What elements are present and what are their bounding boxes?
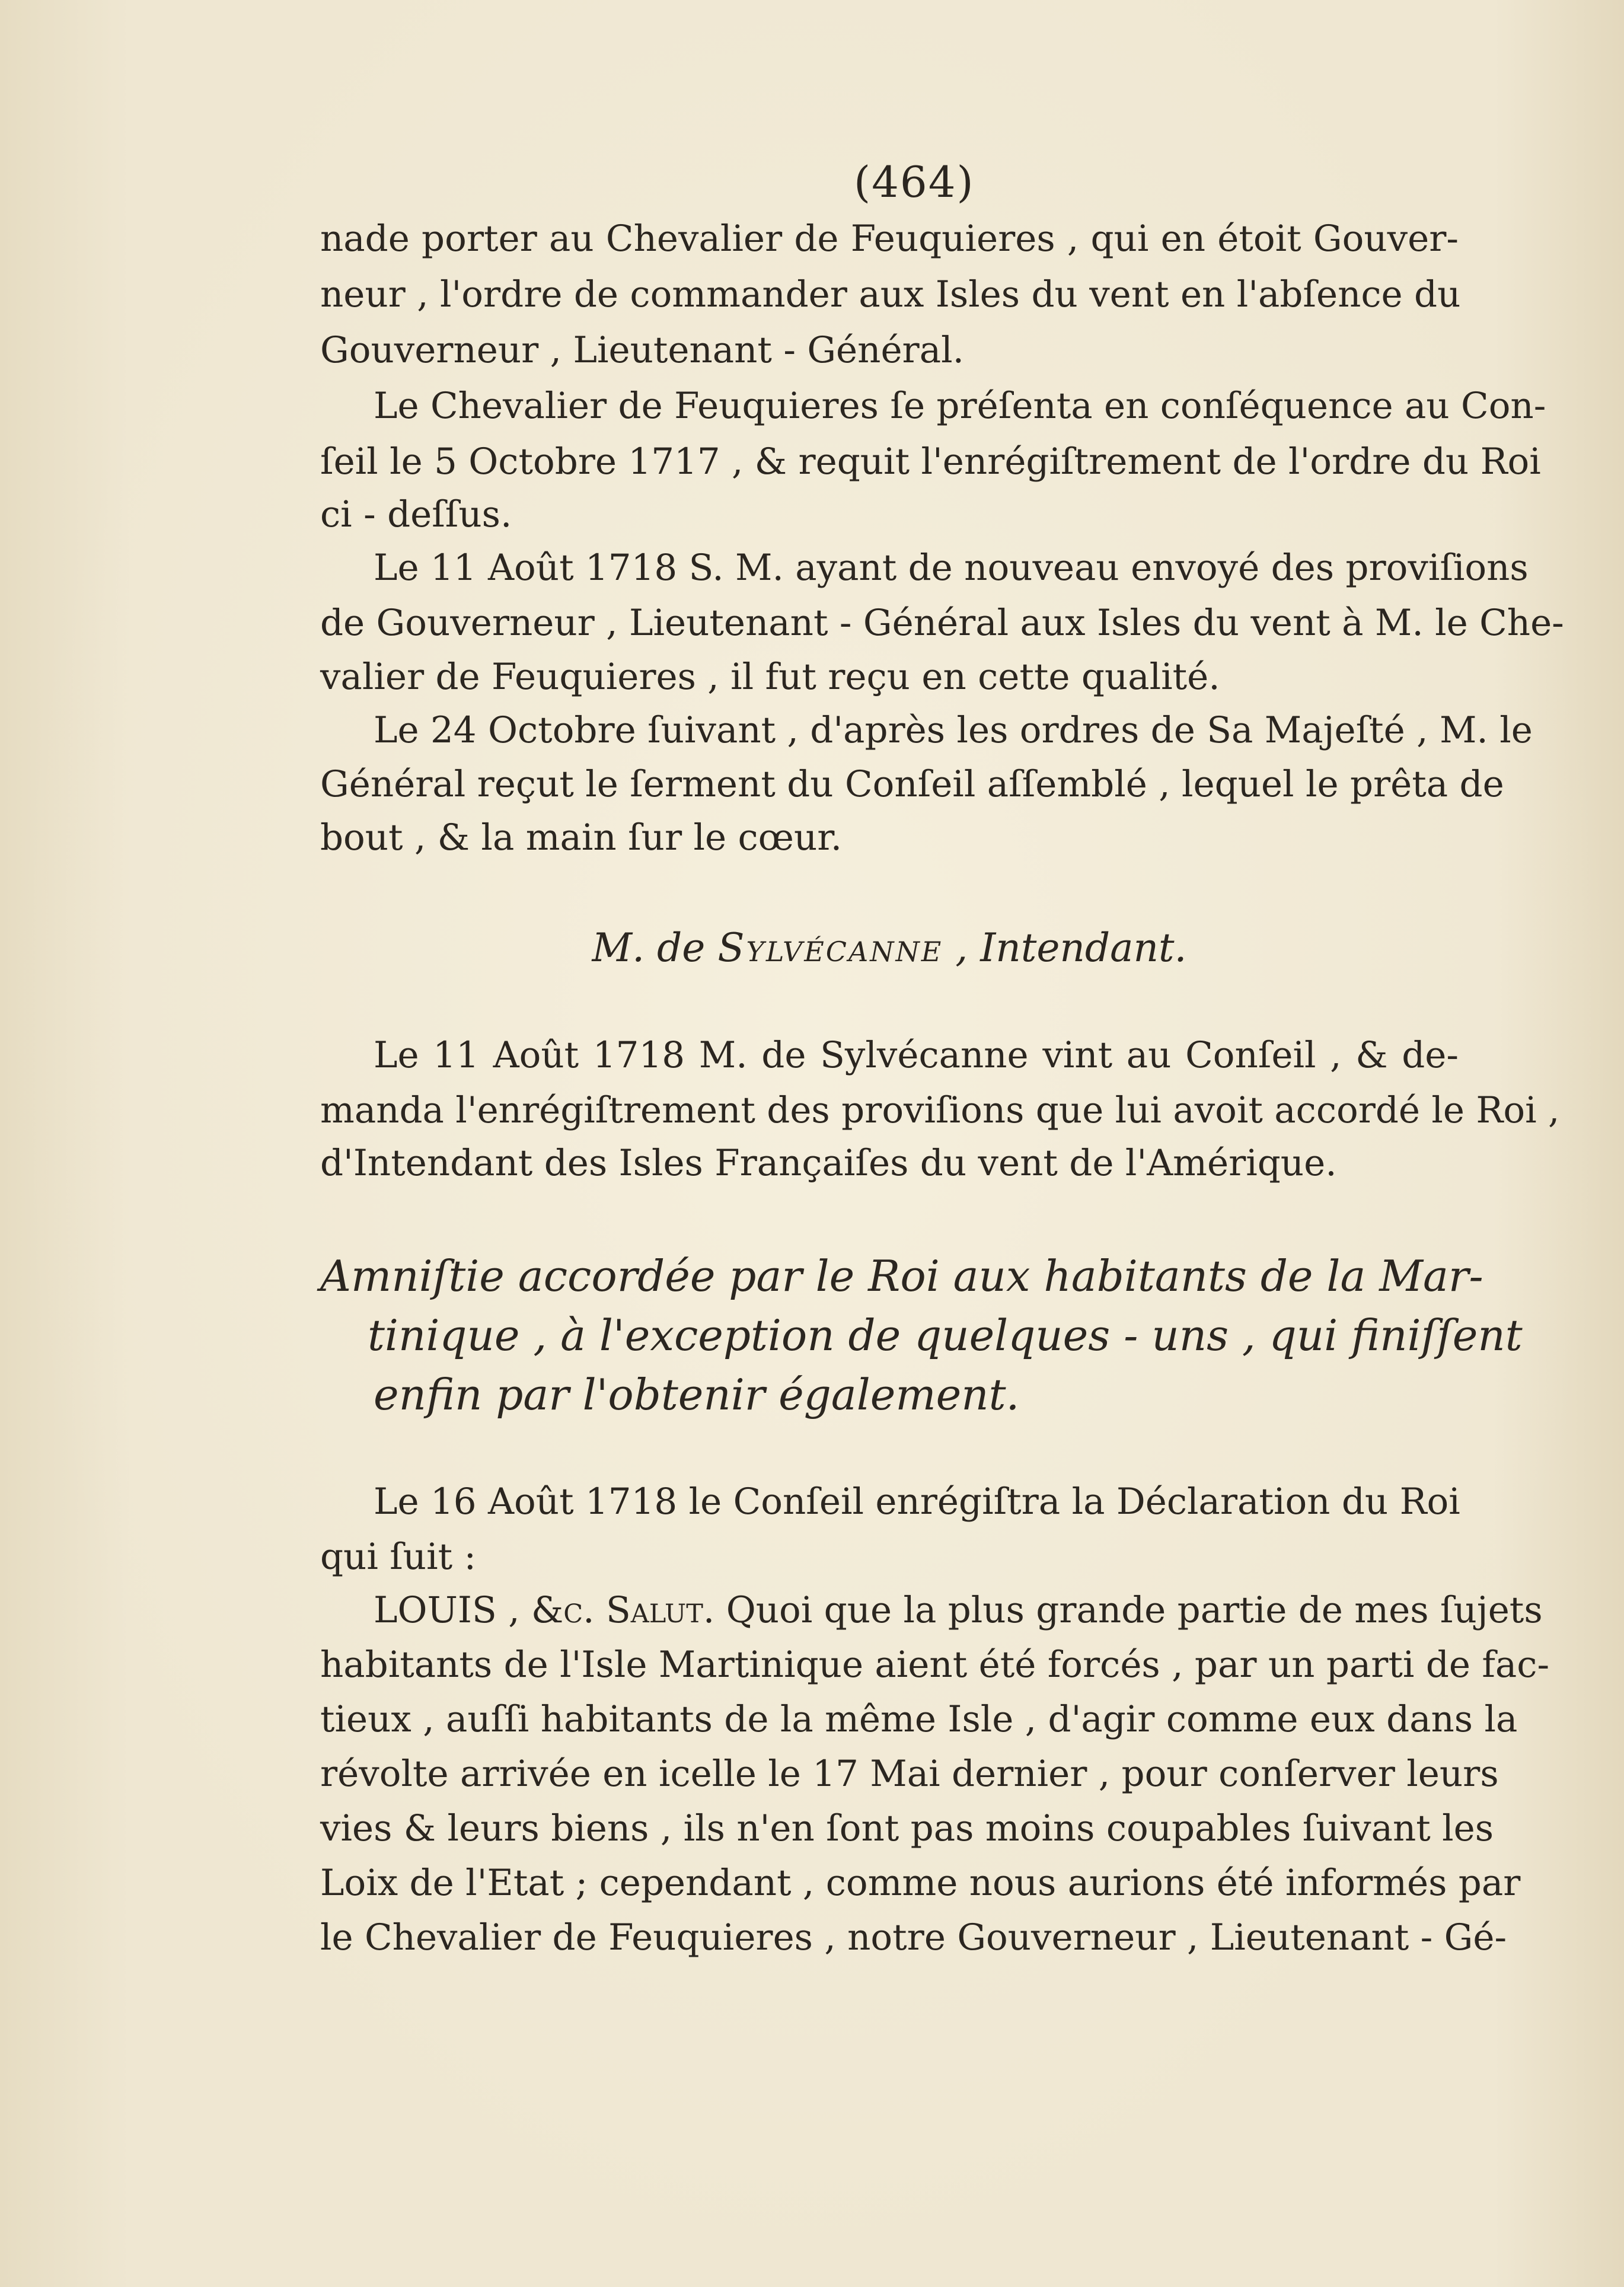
heading-suffix: , Intendant. — [955, 925, 1187, 971]
text-line: habitants de l'Isle Martinique aient été forcés , par un parti de fac- — [320, 1644, 1550, 1686]
text-line: bout , & la main ſur le cœur. — [320, 816, 843, 859]
text-line: révolte arrivée en icelle le 17 Mai dernier , pour conſerver leurs — [320, 1753, 1499, 1795]
text-line: de Gouverneur , Lieutenant - Général aux Isles du vent à M. le Che- — [320, 602, 1564, 644]
section-title-line: enfin par l'obtenir également. — [374, 1370, 1020, 1420]
text-line: nade porter au Chevalier de Feuquieres , qui en étoit Gouver- — [320, 218, 1459, 260]
text-line: Le 11 Août 1718 M. de Sylvécanne vint au Conſeil , & de- — [374, 1034, 1459, 1076]
text-line: Le 16 Août 1718 le Conſeil enrégiſtra la Déclaration du Roi — [374, 1481, 1460, 1523]
text-line — [320, 1582, 1543, 1639]
text-line: tieux , auſſi habitants de la même Isle , d'agir comme eux dans la — [320, 1698, 1518, 1740]
text-line: ſeil le 5 Octobre 1717 , & requit l'enrégiſtrement de l'ordre du Roi — [320, 441, 1541, 483]
heading-prefix: M. de — [592, 925, 706, 971]
section-heading — [320, 925, 1459, 971]
section-title-line: Amniſtie accordée par le Roi aux habitants de la Mar- — [320, 1251, 1483, 1301]
text-line: d'Intendant des Isles Françaiſes du vent de l'Amérique. — [320, 1142, 1337, 1184]
heading-name: Sylvécanne — [717, 925, 943, 971]
section-title-line: tinique , à l'exception de quelques - uns , qui finiſſent — [368, 1310, 1523, 1360]
page-number: (464) — [854, 157, 975, 207]
text-line: valier de Feuquieres , il fut reçu en cette qualité. — [320, 656, 1220, 698]
text-line: neur , l'ordre de commander aux Isles du vent en l'abſence du — [320, 273, 1461, 315]
text-line: Le 11 Août 1718 S. M. ayant de nouveau envoyé des proviſions — [374, 547, 1529, 589]
text-line: qui ſuit : — [320, 1536, 477, 1578]
text-line: manda l'enrégiſtrement des proviſions que lui avoit accordé le Roi , — [320, 1089, 1560, 1131]
text-line: ci - deſſus. — [320, 493, 512, 535]
text-line: le Chevalier de Feuquieres , notre Gouverneur , Lieutenant - Gé- — [320, 1916, 1507, 1959]
text-line: vies & leurs biens , ils n'en ſont pas moins coupables ſuivant les — [320, 1807, 1494, 1849]
text-line: Loix de l'Etat ; cependant , comme nous aurions été informés par — [320, 1862, 1521, 1904]
declaration-text: Quoi que la plus grande partie de mes ſujets — [726, 1589, 1543, 1631]
text-line: Gouverneur , Lieutenant - Général. — [320, 329, 964, 371]
text-line: Général reçut le ſerment du Conſeil aſſemblé , lequel le prêta de — [320, 763, 1504, 805]
text-line: Le Chevalier de Feuquieres ſe préſenta en conſéquence au Con- — [374, 385, 1546, 427]
text-line: Le 24 Octobre ſuivant , d'après les ordres de Sa Majeſté , M. le — [374, 709, 1533, 751]
declaration-lead: LOUIS , &c. Salut. — [374, 1589, 715, 1631]
